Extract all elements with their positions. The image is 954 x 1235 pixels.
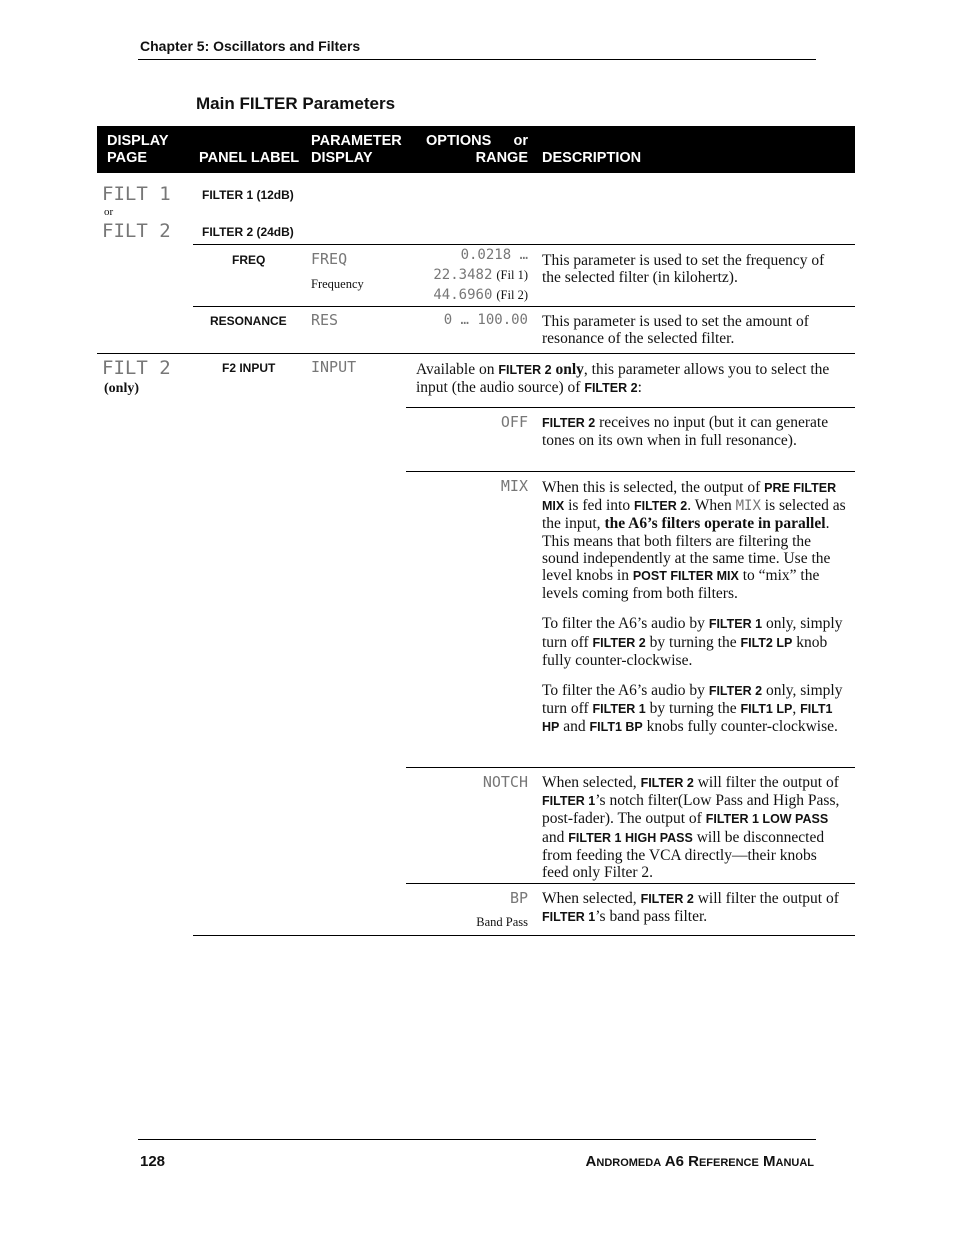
page-only-note: (only) xyxy=(104,381,139,396)
page-filt2: FILT 2 xyxy=(102,220,171,242)
or-text: or xyxy=(104,206,114,218)
panel-label-freq: FREQ xyxy=(232,253,266,267)
option-bp-sub: Band Pass xyxy=(476,915,528,929)
option-off: OFF xyxy=(500,413,528,431)
col-display-page: DISPLAY PAGE xyxy=(107,133,169,166)
header-rule xyxy=(138,59,816,60)
range-res: 0 … 100.00 xyxy=(443,312,528,328)
table-bottom-rule xyxy=(193,935,855,936)
page-number: 128 xyxy=(140,1153,166,1170)
page-filt2-only: FILT 2 xyxy=(102,357,171,379)
col-panel-label: PANEL LABEL xyxy=(199,150,300,166)
range-freq: 0.0218 … 22.3482 (Fil 1) 44.6960 (Fil 2) xyxy=(433,247,528,303)
option-mix: MIX xyxy=(500,477,528,495)
col-options-range: OPTIONS or RANGE xyxy=(426,133,528,166)
label-filter1: FILTER 1 (12dB) xyxy=(202,188,294,202)
desc-off: FILTER 2 receives no input (but it can generate tones on its own when in full resonance). xyxy=(542,414,829,450)
panel-label-f2input: F2 INPUT xyxy=(222,361,276,375)
display-input: INPUT xyxy=(311,358,357,376)
desc-res: This parameter is used to set the amount of resonance of the selected filter. xyxy=(542,313,809,348)
desc-mix-p2: To filter the A6’s audio by FILTER 1 only, simply turn off FILTER 2 by turning the FILT2 LP knob fully counter-clockwise. xyxy=(542,615,843,669)
panel-label-resonance: RESONANCE xyxy=(210,314,287,328)
col-description: DESCRIPTION xyxy=(542,150,642,166)
manual-title: Andromeda A6 Reference Manual xyxy=(585,1153,814,1170)
row-divider xyxy=(406,767,855,768)
col-parameter-display: PARAMETER DISPLAY xyxy=(311,133,402,166)
desc-notch: When selected, FILTER 2 will filter the output of FILTER 1’s notch filter(Low Pass and High Pass, post-fader). The output of FILTER 1 LOW PASS and FILTER 1 HIGH PASS will be disconnected from feeding the VCA directly—their knobs feed only Filter 2. xyxy=(542,774,840,882)
page-filt1: FILT 1 xyxy=(102,183,171,205)
row-divider xyxy=(193,306,855,307)
option-notch: NOTCH xyxy=(482,773,528,791)
footer-rule xyxy=(138,1139,816,1140)
desc-bp: When selected, FILTER 2 will filter the output of FILTER 1’s band pass filter. xyxy=(542,890,839,926)
desc-mix xyxy=(542,479,847,737)
row-divider xyxy=(193,244,855,245)
desc-mix-p1: When this is selected, the output of PRE FILTER MIX is fed into FILTER 2. When MIX is selected as the input, the A6’s filters operate in parallel. This means that both filters are filtering the sound independently at the same time. Use the level knobs in POST FILTER MIX to “mix” the levels coming from both filters. xyxy=(542,479,846,603)
row-divider xyxy=(406,471,855,472)
option-bp: BP xyxy=(509,889,528,907)
display-freq-sub: Frequency xyxy=(311,277,364,291)
display-res: RES xyxy=(311,311,339,329)
label-filter2: FILTER 2 (24dB) xyxy=(202,225,294,239)
section-title: Main FILTER Parameters xyxy=(196,94,396,113)
row-divider xyxy=(97,353,855,354)
display-freq: FREQ xyxy=(311,250,348,268)
desc-mix-p3: To filter the A6’s audio by FILTER 2 only, simply turn off FILTER 1 by turning the FILT1 LP, FILT1 HP and FILT1 BP knobs fully counter-clockwise. xyxy=(542,682,843,736)
desc-freq: This parameter is used to set the frequency of the selected filter (in kilohertz). xyxy=(542,252,825,287)
row-divider xyxy=(406,883,855,884)
table-header xyxy=(97,126,855,173)
desc-f2input: Available on FILTER 2 only, this parameter allows you to select the input (the audio source) of FILTER 2: xyxy=(416,361,830,397)
chapter-title: Chapter 5: Oscillators and Filters xyxy=(140,38,361,54)
row-divider xyxy=(406,407,855,408)
